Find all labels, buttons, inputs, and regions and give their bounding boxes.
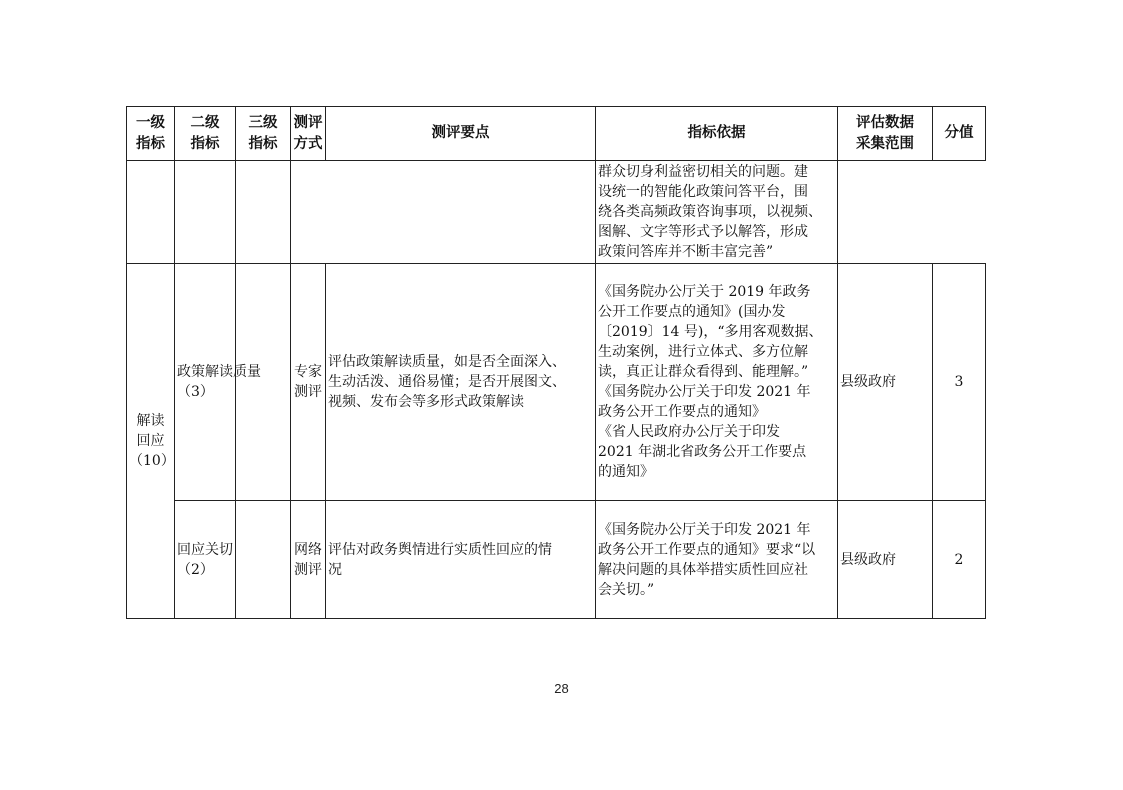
scope-cell: 县级政府 bbox=[838, 264, 933, 501]
basis-cell bbox=[596, 264, 838, 501]
text-line: （10） bbox=[129, 453, 175, 469]
points-cell bbox=[326, 264, 596, 501]
text-line: 评估对政务舆情进行实质性回应的情 bbox=[328, 541, 552, 558]
level3-cell bbox=[236, 264, 291, 501]
text-line: （2） bbox=[177, 561, 214, 578]
header-level2: 二级 指标 bbox=[175, 107, 236, 161]
text-line: 群众切身利益密切相关的问题。建 bbox=[598, 164, 808, 180]
text-line: 政务公开工作要点的通知》要求“以 bbox=[598, 541, 816, 558]
text-line: 政务公开工作要点的通知》 bbox=[598, 404, 766, 420]
text-line: 视频、发布会等多形式政策解读 bbox=[328, 394, 524, 410]
text-line: 《国务院办公厅关于印发 2021 年 bbox=[598, 521, 811, 538]
continuation-basis-cell bbox=[596, 161, 838, 264]
text-line: 回应关切 bbox=[177, 541, 233, 558]
text-line: 网络 bbox=[294, 541, 322, 558]
header-level3: 三级 指标 bbox=[236, 107, 291, 161]
table-row bbox=[127, 264, 986, 501]
score-cell: 2 bbox=[933, 501, 986, 619]
text-line: 《国务院办公厅关于 2019 年政务 bbox=[598, 284, 811, 300]
level2-cell bbox=[175, 501, 236, 619]
evaluation-table bbox=[126, 106, 986, 619]
header-row bbox=[127, 107, 986, 161]
text-line: 读，真正让群众看得到、能理解。” bbox=[598, 364, 809, 380]
text-line: 绕各类高频政策咨询事项，以视频、 bbox=[598, 204, 822, 220]
header-method: 测评 方式 bbox=[291, 107, 326, 161]
text-line: 图解、文字等形式予以解答，形成 bbox=[598, 224, 808, 240]
text-line: 回应 bbox=[136, 433, 165, 449]
scope-cell: 县级政府 bbox=[838, 501, 933, 619]
text-line: 的通知》 bbox=[598, 464, 654, 480]
level3-cell bbox=[236, 501, 291, 619]
page-number: 28 bbox=[554, 681, 569, 696]
points-cell bbox=[326, 501, 596, 619]
text-line: 2021 年湖北省政务公开工作要点 bbox=[598, 444, 807, 460]
text-line: 设统一的智能化政策问答平台，围 bbox=[598, 184, 808, 200]
text-line: 〔2019〕14 号)，“多用客观数据、 bbox=[598, 324, 823, 340]
score-cell: 3 bbox=[933, 264, 986, 501]
basis-cell bbox=[596, 501, 838, 619]
text-line: 政策问答库并不断丰富完善” bbox=[598, 244, 774, 260]
level1-cell bbox=[127, 264, 175, 619]
text-line: 况 bbox=[328, 561, 342, 578]
header-score: 分值 bbox=[933, 107, 986, 161]
text-line: 会关切。” bbox=[598, 581, 655, 598]
continuation-row bbox=[127, 161, 986, 264]
text-line: 《国务院办公厅关于印发 2021 年 bbox=[598, 384, 811, 400]
text-line: 生动活泼、通俗易懂；是否开展图文、 bbox=[328, 374, 566, 390]
header-basis: 指标依据 bbox=[596, 107, 838, 161]
text-line: 解读 bbox=[136, 413, 165, 429]
text-line: 评估政策解读质量，如是否全面深入、 bbox=[328, 354, 566, 370]
header-level1: 一级 指标 bbox=[127, 107, 175, 161]
text-line: 政策解读质量 bbox=[177, 364, 261, 380]
text-line: 测评 bbox=[294, 561, 322, 578]
text-line: 专家 bbox=[294, 364, 322, 380]
text-line: 公开工作要点的通知》(国办发 bbox=[598, 304, 786, 320]
table-row bbox=[127, 501, 986, 619]
text-line: 测评 bbox=[294, 384, 322, 400]
header-points: 测评要点 bbox=[326, 107, 596, 161]
text-line: （3） bbox=[177, 384, 214, 400]
method-cell bbox=[291, 264, 326, 501]
level2-cell bbox=[175, 264, 261, 501]
text-line: 解决问题的具体举措实质性回应社 bbox=[598, 561, 808, 578]
text-line: 生动案例，进行立体式、多方位解 bbox=[598, 344, 808, 360]
header-scope: 评估数据 采集范围 bbox=[838, 107, 933, 161]
text-line: 《省人民政府办公厅关于印发 bbox=[598, 424, 780, 440]
method-cell bbox=[291, 501, 326, 619]
